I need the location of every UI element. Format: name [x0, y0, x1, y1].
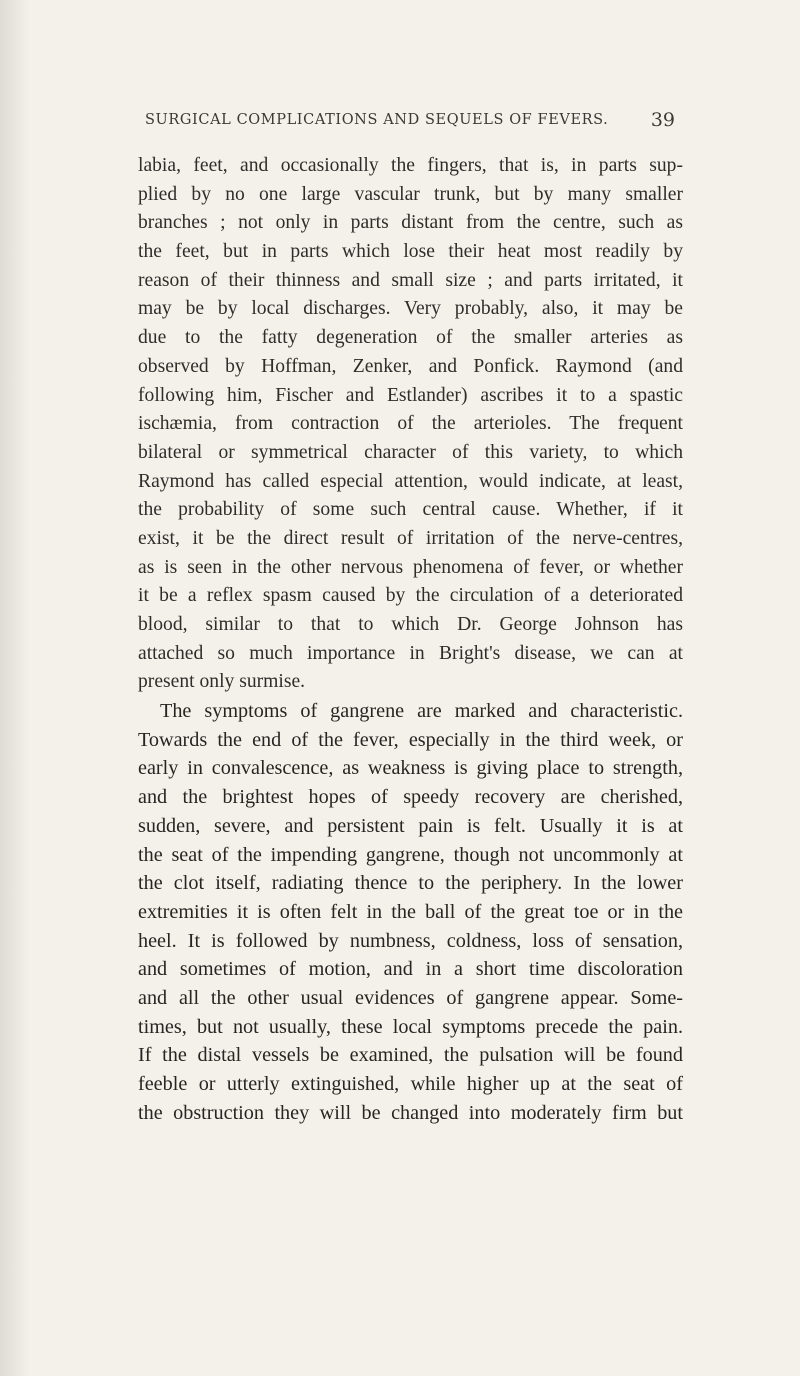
text-line: The symptoms of gangrene are marked and characteristic.	[160, 700, 683, 723]
running-head: SURGICAL COMPLICATIONS AND SEQUELS OF FEVERS.	[145, 112, 609, 128]
text-line: the probability of some such central cause. Whether, if it	[138, 499, 683, 521]
text-line: ischæmia, from contraction of the arterioles. The frequent	[138, 413, 683, 435]
page-edge-shadow	[0, 0, 30, 1376]
text-line: following him, Fischer and Estlander) ascribes it to a spastic	[138, 384, 683, 406]
text-line: plied by no one large vascular trunk, but by many smaller	[138, 183, 683, 205]
text-line: the obstruction they will be changed into moderately firm but	[138, 1101, 683, 1124]
text-line: and sometimes of motion, and in a short time discoloration	[138, 958, 683, 981]
text-line: exist, it be the direct result of irritation of the nerve-centres,	[138, 527, 683, 549]
text-line: If the distal vessels be examined, the pulsation will be found	[138, 1044, 683, 1067]
page-number: 39	[650, 109, 675, 131]
paragraph-2	[138, 697, 683, 1127]
text-line: extremities it is often felt in the ball of the great toe or in the	[138, 900, 683, 923]
text-line: the clot itself, radiating thence to the periphery. In the lower	[138, 872, 683, 895]
text-line: Raymond has called especial attention, would indicate, at least,	[138, 470, 683, 492]
text-line: present only surmise.	[138, 671, 306, 693]
text-line: reason of their thinness and small size ; and parts irritated, it	[138, 269, 683, 291]
text-line: times, but not usually, these local symptoms precede the pain.	[138, 1015, 683, 1038]
body-text	[138, 152, 683, 1127]
text-line: labia, feet, and occasionally the fingers, that is, in parts sup-	[138, 155, 683, 176]
text-line: and the brightest hopes of speedy recovery are cherished,	[138, 786, 683, 809]
text-line: as is seen in the other nervous phenomena of fever, or whether	[138, 556, 683, 578]
text-line: attached so much importance in Bright's disease, we can at	[138, 642, 683, 664]
page-header	[145, 109, 675, 136]
paragraph-1	[138, 152, 683, 697]
text-line: bilateral or symmetrical character of this variety, to which	[138, 441, 683, 463]
text-line: heel. It is followed by numbness, coldness, loss of sensation,	[138, 929, 683, 952]
text-line: branches ; not only in parts distant from the centre, such as	[138, 212, 683, 234]
text-line: sudden, severe, and persistent pain is felt. Usually it is at	[138, 814, 683, 837]
text-line: due to the fatty degeneration of the smaller arteries as	[138, 327, 683, 349]
text-line: observed by Hoffman, Zenker, and Ponfick. Raymond (and	[138, 355, 683, 377]
text-line: the feet, but in parts which lose their heat most readily by	[138, 241, 683, 263]
text-line: early in convalescence, as weakness is giving place to strength,	[138, 757, 683, 780]
text-line: Towards the end of the fever, especially in the third week, or	[138, 728, 683, 751]
text-line: it be a reflex spasm caused by the circulation of a deteriorated	[138, 585, 683, 607]
text-line: may be by local discharges. Very probably, also, it may be	[138, 298, 683, 320]
text-line: feeble or utterly extinguished, while higher up at the seat of	[138, 1073, 683, 1095]
text-line: blood, similar to that to which Dr. George Johnson has	[138, 614, 683, 635]
text-line: and all the other usual evidences of gangrene appear. Some-	[138, 986, 683, 1009]
text-line: the seat of the impending gangrene, though not uncommonly at	[138, 843, 683, 866]
